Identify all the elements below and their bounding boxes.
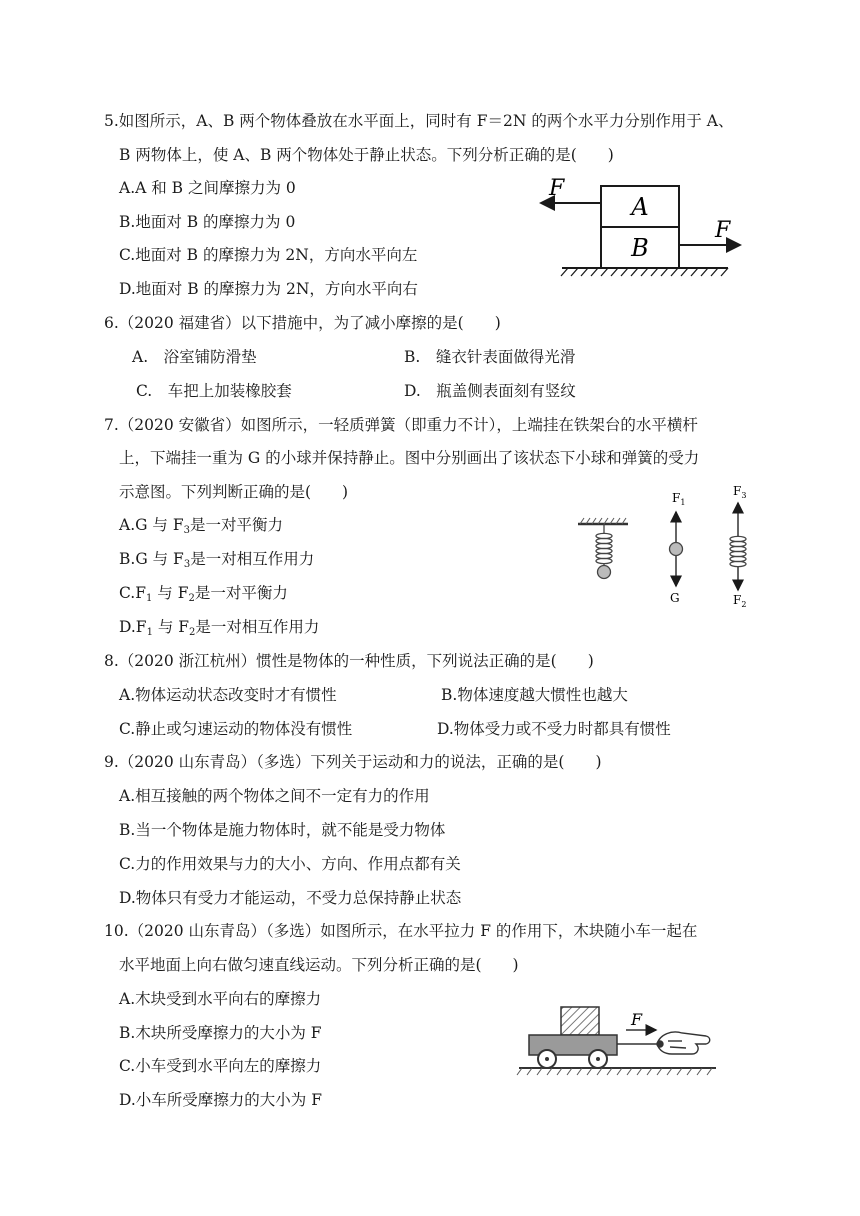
q8-option-b: B.物体速度越大惯性也越大: [441, 686, 628, 704]
label-a: A: [631, 193, 649, 221]
q7-stem-line2: 上，下端挂一重为 G 的小球并保持静止。图中分别画出了该状态下小球和弹簧的受力: [119, 449, 700, 467]
label-f3: $F_3$: [733, 484, 747, 500]
q10-option-c: C.小车受到水平向左的摩擦力: [119, 1057, 322, 1075]
q10-option-d: D.小车所受摩擦力的大小为 F: [119, 1091, 322, 1109]
q8-option-d: D.物体受力或不受力时都具有惯性: [437, 720, 671, 738]
q5-option-a: A.A 和 B 之间摩擦力为 0: [119, 179, 296, 197]
q9-option-d: D.物体只有受力才能运动，不受力总保持静止状态: [119, 889, 462, 907]
ground-hatch-10: [517, 1068, 712, 1075]
label-force-left: F: [549, 176, 565, 201]
q10-stem-line1: 10.（2020 山东青岛）（多选）如图所示，在水平拉力 F 的作用下，木块随小车一起在: [104, 922, 698, 940]
q5-stem-line1: 5.如图所示，A、B 两个物体叠放在水平面上，同时有 F＝2N 的两个水平力分别作用于 A、: [104, 112, 734, 130]
q5-option-b: B.地面对 B 的摩擦力为 0: [119, 213, 296, 231]
q6-stem: 6.（2020 福建省）以下措施中，为了减小摩擦的是( ): [104, 314, 501, 332]
q10-stem-line2: 水平地面上向右做匀速直线运动。下列分析正确的是( ): [119, 956, 519, 974]
q8-option-c: C.静止或匀速运动的物体没有惯性: [119, 720, 353, 738]
label-pull-force: F: [631, 1010, 643, 1029]
q8-option-a: A.物体运动状态改变时才有惯性: [119, 686, 337, 704]
q5-stem-line2: B 两物体上，使 A、B 两个物体处于静止状态。下列分析正确的是( ): [119, 146, 614, 164]
label-f1: $F_1$: [672, 491, 686, 507]
wood-block: [561, 1007, 599, 1035]
q6-option-d: D. 瓶盖侧表面刻有竖纹: [404, 382, 576, 400]
q6-option-c: C. 车把上加装橡胶套: [136, 382, 292, 400]
q9-stem: 9.（2020 山东青岛）（多选）下列关于运动和力的说法，正确的是( ): [104, 753, 602, 771]
label-b: B: [631, 234, 649, 262]
q5-option-c: C.地面对 B 的摩擦力为 2N，方向水平向左: [119, 246, 418, 264]
label-f2: $F_2$: [733, 593, 747, 609]
label-g: G: [670, 591, 680, 605]
q10-option-b: B.木块所受摩擦力的大小为 F: [119, 1024, 322, 1042]
q6-option-a: A. 浴室铺防滑垫: [132, 348, 257, 366]
q7-option-b: B.G 与 $F_3$是一对相互作用力: [119, 550, 315, 570]
q7-stem-line3: 示意图。下列判断正确的是( ): [119, 483, 349, 501]
q7-stem-line1: 7.（2020 安徽省）如图所示，一轻质弹簧（即重力不计），上端挂在铁架台的水平横杆: [104, 416, 698, 434]
label-force-right: F: [715, 218, 731, 243]
q7-option-a: A.G 与 $F_3$是一对平衡力: [119, 516, 284, 536]
q8-stem: 8.（2020 浙江杭州）惯性是物体的一种性质，下列说法正确的是( ): [104, 652, 594, 670]
q7-option-c: $C.F_1$ 与 $F_2$是一对平衡力: [119, 584, 288, 604]
q6-option-b: B. 缝衣针表面做得光滑: [404, 348, 576, 366]
q7-option-d: $D.F_1$ 与 $F_2$是一对相互作用力: [119, 618, 320, 638]
hand-icon: [657, 1032, 710, 1054]
q10-option-a: A.木块受到水平向右的摩擦力: [119, 990, 322, 1008]
q9-option-c: C.力的作用效果与力的大小、方向、作用点都有关: [119, 855, 461, 873]
q9-option-a: A.相互接触的两个物体之间不一定有力的作用: [119, 787, 430, 805]
q9-option-b: B.当一个物体是施力物体时，就不能是受力物体: [119, 821, 446, 839]
q5-option-d: D.地面对 B 的摩擦力为 2N，方向水平向右: [119, 280, 418, 298]
